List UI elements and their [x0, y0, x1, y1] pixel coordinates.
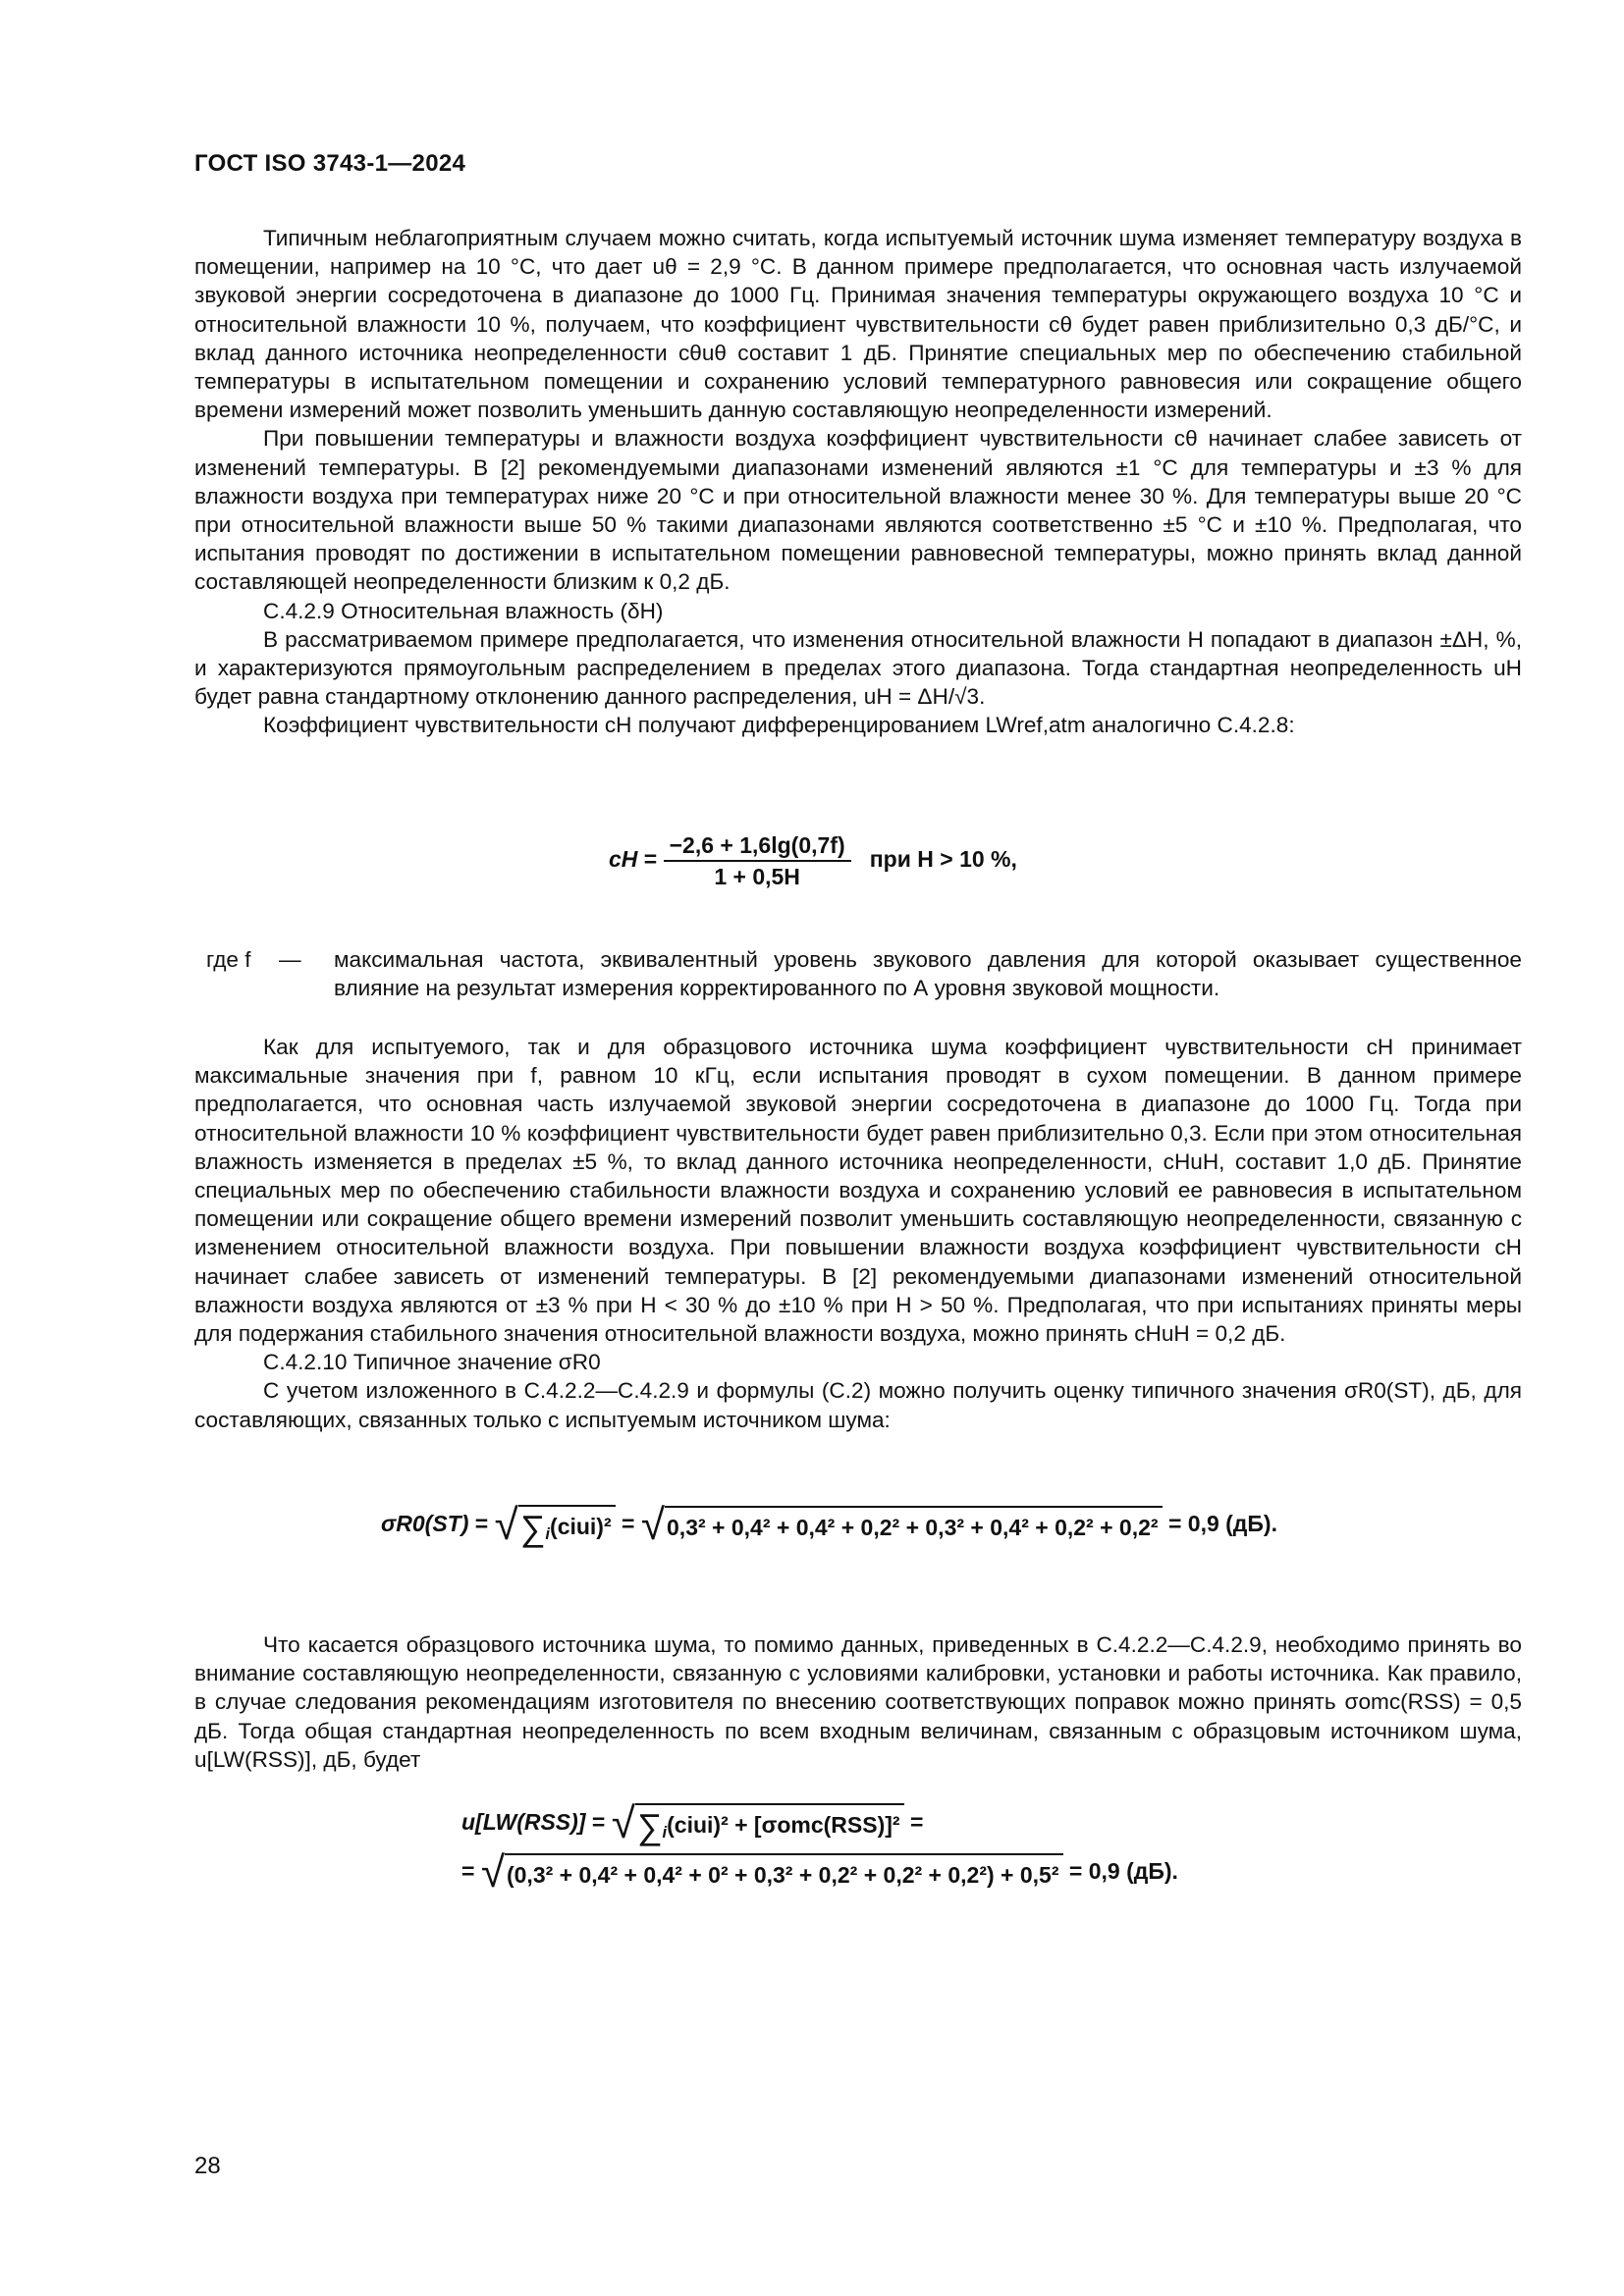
- sum-term: (ciui)²: [550, 1514, 612, 1540]
- paragraph-typical-value-estimate: С учетом изложенного в С.4.2.2—С.4.2.9 и формулы (С.2) можно получить оценку типичного значения σR0(ST), дБ, для составляющих, связанных только с испытуемым источником шума:: [194, 1378, 1522, 1432]
- definition-text: максимальная частота, эквивалентный уровень звукового давления для которой оказывает существенное влияние на результат измерения корректированного по А уровня звуковой мощности.: [334, 947, 1522, 1001]
- expansion-values: (0,3² + 0,4² + 0,4² + 0² + 0,3² + 0,2² + 0,2² + 0,2²) + 0,5²: [505, 1853, 1063, 1893]
- sum-index: i: [662, 1822, 668, 1842]
- sum-symbol: ∑: [636, 1805, 663, 1846]
- sum-index: i: [545, 1523, 551, 1543]
- formula-condition: при H > 10 %,: [869, 846, 1017, 873]
- definition-term: где f: [206, 947, 251, 972]
- text-block-temperature: [194, 224, 1522, 740]
- paragraph-reference-source: Что касается образцового источника шума, то помимо данных, приведенных в С.4.2.2—С.4.2.9, необходимо принять во внимание составляющую неопределенности, связанную с условиями калибровки, установки и работы источника. Как правило, в случае следования рекомендациям изготовителя по внесению соответствующих поправок можно принять σomc(RSS) = 0,5 дБ. Тогда общая стандартная неопределенность по всем входным величинам, связанным с образцовым источником шума, u[LW(RSS)], дБ, будет: [194, 1632, 1522, 1772]
- text-block-humidity: [194, 1033, 1522, 1434]
- definition-dash: —: [279, 947, 301, 972]
- sum-symbol: ∑: [519, 1507, 546, 1548]
- section-heading-typical-value: С.4.2.10 Типичное значение σR0: [263, 1350, 601, 1375]
- formula-lhs: cH: [609, 846, 638, 873]
- formula-sensitivity-humidity: cH = $\frac{-2,6 + 1,6\lg(0,7f)}{1 + 0,5H}$ при H > 10 %,: [609, 832, 1017, 889]
- document-header: ГОСТ ISO 3743-1—2024: [194, 150, 466, 177]
- sqrt-expansion: √(0,3² + 0,4² + 0,4² + 0² + 0,3² + 0,2² + 0,2² + 0,2²) + 0,5²: [481, 1851, 1063, 1895]
- expansion-values: 0,3² + 0,4² + 0,4² + 0,2² + 0,3² + 0,4² + 0,2² + 0,2²: [665, 1506, 1163, 1545]
- paragraph-sensitivity-coefficient: Коэффициент чувствительности cH получают дифференцированием LWref,atm аналогично С.4.2.8:: [263, 713, 1295, 738]
- formula-line-1: $u[LW(RSS)] = √\sum_i(ciui)^2 + [\sigma omc(RSS)]^2$ =: [461, 1799, 924, 1847]
- sqrt-sum: $√\sum_i(ciui)^2 + [\sigma omc(RSS)]^2$: [612, 1802, 904, 1845]
- paragraph-temperature-example: Типичным неблагоприятным случаем можно считать, когда испытуемый источник шума изменяет температуру воздуха в помещении, например на 10 °С, что дает uθ = 2,9 °С. В данном примере предполагается, что основная часть излучаемой звуковой энергии сосредоточена в диапазоне до 1000 Гц. Принимая значения температуры окружающего воздуха 10 °С и относительной влажности 10 %, получаем, что коэффициент чувствительности cθ будет равен приблизительно 0,3 дБ/°С, и вклад данного источника неопределенности cθuθ составит 1 дБ. Принятие специальных мер по обеспечению стабильной температуры в испытательном помещении и сохранению условий температурного равновесия или сокращение общего времени измерений может позволить уменьшить данную составляющую неопределенности измерений.: [194, 226, 1522, 423]
- formula-line-2: = √(0,3² + 0,4² + 0,4² + 0² + 0,3² + 0,2² + 0,2² + 0,2²) + 0,5² = 0,9 (дБ).: [461, 1848, 1178, 1896]
- sum-term: (ciui)² + [σomc(RSS)]²: [667, 1812, 900, 1839]
- text-block-reference-source: [194, 1630, 1522, 1774]
- sqrt-sum: $√\sum_i(ciui)^2$: [495, 1504, 616, 1547]
- formula-lhs: u[LW(RSS)]: [461, 1809, 586, 1836]
- paragraph-humidity-distribution: В рассматриваемом примере предполагается, что изменения относительной влажности H попадают в диапазон ±ΔH, %, и характеризуются прямоугольным распределением в пределах этого диапазона. Тогда стандартная неопределенность uH будет равна стандартному отклонению данного распределения, uH = ΔH/√3.: [194, 626, 1522, 710]
- formula-sigma-r0-st: $\sigma R0(ST) = √\sum_i(ciui)^2 = √0,3^2 + 0,4^2 + 0,4^2 + 0,2^2 + 0,3^2 + 0,4^2 + 0,2^2 + 0,2^2 = 0,9$ (дБ).: [381, 1501, 1277, 1549]
- section-heading-humidity: С.4.2.9 Относительная влажность (δH): [263, 598, 664, 623]
- fraction-denominator: 1 + 0,5H: [714, 864, 800, 889]
- fraction-numerator: −2,6 + 1,6lg(0,7f): [664, 830, 851, 862]
- paragraph-temperature-ranges: При повышении температуры и влажности воздуха коэффициент чувствительности cθ начинает слабее зависеть от изменений температуры. В [2] рекомендуемыми диапазонами изменений являются ±1 °С для температуры и ±3 % для влажности воздуха при температурах ниже 20 °С и при относительной влажности менее 30 %. Для температуры выше 20 °С при относительной влажности выше 50 % такими диапазонами являются соответственно ±5 °С и ±10 %. Предполагая, что испытания проводят по достижении в испытательном помещении равновесной температуры, можно принять вклад данной составляющей неопределенности близким к 0,2 дБ.: [194, 426, 1522, 595]
- formula-fraction: [664, 830, 851, 891]
- formula-lhs: σR0(ST): [381, 1511, 469, 1537]
- formula-result: = 0,9 (дБ).: [1167, 1511, 1277, 1537]
- sqrt-expansion: √0,3² + 0,4² + 0,4² + 0,2² + 0,3² + 0,4² + 0,2² + 0,2²: [641, 1504, 1163, 1547]
- formula-result: = 0,9 (дБ).: [1068, 1858, 1178, 1885]
- formula-u-lw-rss: [461, 1799, 1178, 1896]
- paragraph-humidity-coefficient: Как для испытуемого, так и для образцового источника шума коэффициент чувствительности cH принимает максимальные значения при f, равном 10 кГц, если испытания проводят в сухом помещении. В данном примере предполагается, что основная часть излучаемой звуковой энергии сосредоточена в диапазоне до 1000 Гц. Тогда при относительной влажности 10 % коэффициент чувствительности будет равен приблизительно 0,3. Если при этом относительная влажность изменяется в пределах ±5 %, то вклад данного источника неопределенности, cHuH, составит 1,0 дБ. Принятие специальных мер по обеспечению стабильности влажности воздуха и сохранению условий ее равновесия в испытательном помещении или сокращение общего времени измерений позволит уменьшить составляющую неопределенности, связанную с изменением относительной влажности воздуха. При повышении влажности воздуха коэффициент чувствительности cH начинает слабее зависеть от изменений температуры. В [2] рекомендуемыми диапазонами изменений относительной влажности воздуха являются от ±3 % при H < 30 % до ±10 % при H > 50 %. Предполагая, что при испытаниях приняты меры для подержания стабильного значения относительной влажности воздуха, можно принять cHuH = 0,2 дБ.: [194, 1035, 1522, 1347]
- page-number: 28: [194, 2153, 221, 2179]
